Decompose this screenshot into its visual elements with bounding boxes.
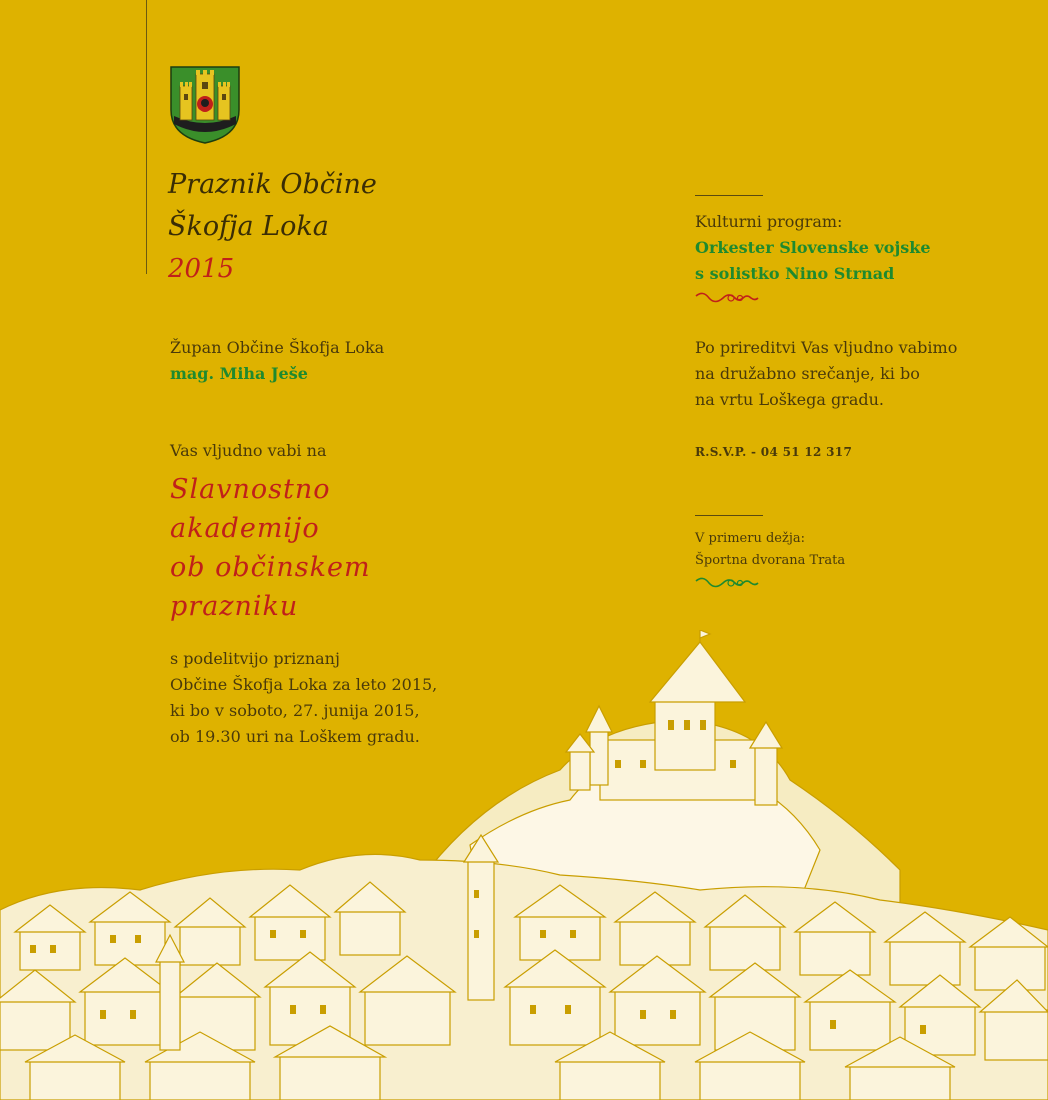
castle-town-illustration [0, 630, 1048, 1100]
vertical-divider [146, 0, 147, 274]
reception-block [695, 335, 957, 413]
details-line: s podelitvijo priznanj [170, 649, 340, 668]
rain-block [695, 528, 845, 572]
event-line: prazniku [170, 591, 299, 622]
rain-line2: Športna dvorana Trata [695, 553, 846, 568]
flourish-red-icon [695, 290, 759, 306]
reception-line: na družabno srečanje, ki bo [695, 364, 920, 383]
divider-rule [695, 515, 763, 516]
reception-line: Po prireditvi Vas vljudno vabimo [695, 338, 958, 357]
rain-line1: V primeru dežja: [695, 531, 805, 546]
event-line: Slavnostno [170, 474, 331, 505]
event-line: akademijo [170, 513, 320, 544]
details-line: Občine Škofja Loka za leto 2015, [170, 675, 438, 694]
coat-of-arms-logo [170, 66, 240, 144]
program-performer-line1: Orkester Slovenske vojske [695, 238, 931, 257]
host-name: mag. Miha Ješe [170, 364, 308, 383]
page-title [168, 164, 377, 290]
details-line: ob 19.30 uri na Loškem gradu. [170, 727, 420, 746]
rsvp-contact: R.S.V.P. - 04 51 12 317 [695, 445, 853, 459]
details-line: ki bo v soboto, 27. junija 2015, [170, 701, 420, 720]
host-block [170, 335, 384, 387]
event-line: ob občinskem [170, 552, 371, 583]
program-block [695, 209, 931, 287]
title-line-1: Praznik Občine [168, 169, 377, 200]
program-performer-line2: s solistko Nino Strnad [695, 264, 895, 283]
program-label: Kulturni program: [695, 212, 843, 231]
title-year: 2015 [168, 254, 235, 284]
host-role: Župan Občine Škofja Loka [170, 338, 385, 357]
reception-line: na vrtu Loškega gradu. [695, 390, 884, 409]
title-line-2: Škofja Loka [168, 211, 329, 242]
divider-rule [695, 195, 763, 196]
event-heading [170, 470, 371, 626]
invitation-intro: Vas vljudno vabi na [170, 441, 327, 460]
flourish-green-icon [695, 575, 759, 591]
